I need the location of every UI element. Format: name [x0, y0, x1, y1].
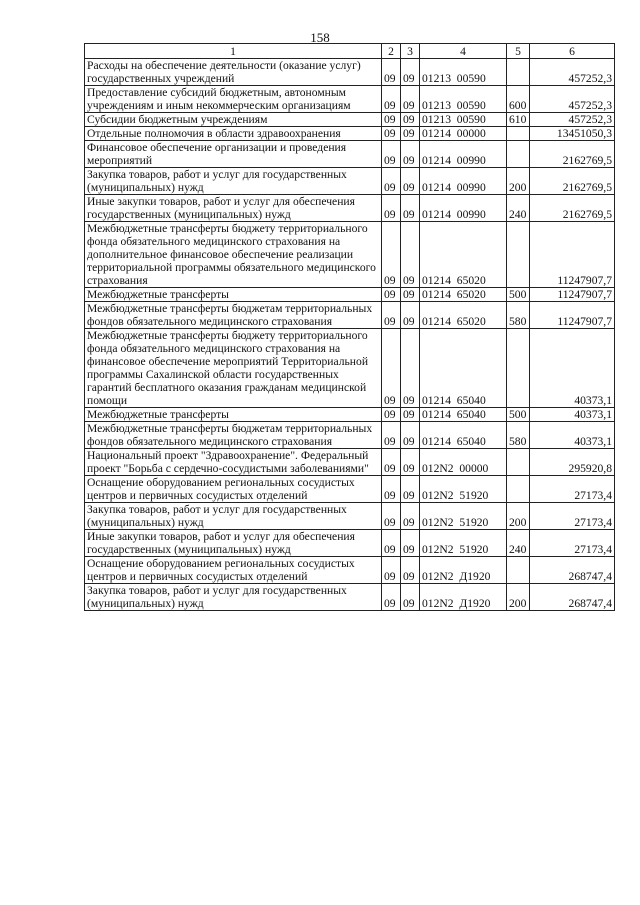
row-subsection-code: 09: [401, 127, 420, 141]
table-row: [85, 422, 615, 449]
row-target-article-code: 012N2 51920: [420, 503, 507, 530]
row-subsection-code: 09: [401, 195, 420, 222]
table-row: [85, 584, 615, 611]
table-row: [85, 408, 615, 422]
row-target-article-code: 012N2 51920: [420, 530, 507, 557]
row-expense-type-code: 200: [507, 168, 530, 195]
row-section-code: 09: [382, 584, 401, 611]
row-name: Межбюджетные трансферты бюджету территориального фонда обязательного медицинского страхования на дополнительное финансовое обеспечение реализации территориальной программы обязательного медицинского страхования: [85, 222, 382, 288]
table-row: [85, 530, 615, 557]
row-target-article-code: 01214 00990: [420, 168, 507, 195]
table-row: [85, 168, 615, 195]
row-amount: 295920,8: [530, 449, 615, 476]
row-target-article-code: 01214 65020: [420, 302, 507, 329]
row-subsection-code: 09: [401, 557, 420, 584]
table-row: [85, 476, 615, 503]
row-name: Межбюджетные трансферты бюджетам территориальных фондов обязательного медицинского страхования: [85, 422, 382, 449]
row-target-article-code: 01213 00590: [420, 59, 507, 86]
row-name: Закупка товаров, работ и услуг для государственных (муниципальных) нужд: [85, 503, 382, 530]
row-target-article-code: 01213 00590: [420, 113, 507, 127]
page-number: 158: [310, 30, 330, 45]
row-subsection-code: 09: [401, 408, 420, 422]
row-expense-type-code: [507, 222, 530, 288]
row-target-article-code: 01214 00990: [420, 195, 507, 222]
row-subsection-code: 09: [401, 449, 420, 476]
row-expense-type-code: [507, 329, 530, 408]
table-row: [85, 329, 615, 408]
column-number: 4: [420, 44, 507, 59]
row-amount: 268747,4: [530, 557, 615, 584]
row-name: Субсидии бюджетным учреждениям: [85, 113, 382, 127]
row-section-code: 09: [382, 127, 401, 141]
column-number: 2: [382, 44, 401, 59]
row-section-code: 09: [382, 222, 401, 288]
column-number: 3: [401, 44, 420, 59]
row-target-article-code: 012N2 51920: [420, 476, 507, 503]
row-amount: 268747,4: [530, 584, 615, 611]
row-amount: 27173,4: [530, 530, 615, 557]
row-expense-type-code: 600: [507, 86, 530, 113]
table-row: [85, 59, 615, 86]
column-number: 5: [507, 44, 530, 59]
row-name: Закупка товаров, работ и услуг для государственных (муниципальных) нужд: [85, 168, 382, 195]
table-row: [85, 288, 615, 302]
row-expense-type-code: 200: [507, 584, 530, 611]
row-name: Межбюджетные трансферты: [85, 408, 382, 422]
row-expense-type-code: [507, 557, 530, 584]
row-name: Иные закупки товаров, работ и услуг для обеспечения государственных (муниципальных) нужд: [85, 195, 382, 222]
row-subsection-code: 09: [401, 476, 420, 503]
row-amount: 2162769,5: [530, 168, 615, 195]
row-amount: 40373,1: [530, 422, 615, 449]
row-amount: 13451050,3: [530, 127, 615, 141]
column-number: 1: [85, 44, 382, 59]
row-target-article-code: 01214 65020: [420, 288, 507, 302]
row-expense-type-code: 500: [507, 288, 530, 302]
table-row: [85, 302, 615, 329]
row-section-code: 09: [382, 86, 401, 113]
row-section-code: 09: [382, 168, 401, 195]
row-expense-type-code: [507, 449, 530, 476]
row-expense-type-code: [507, 59, 530, 86]
row-subsection-code: 09: [401, 113, 420, 127]
table-row: [85, 449, 615, 476]
row-amount: 11247907,7: [530, 302, 615, 329]
budget-table: [84, 43, 615, 611]
row-subsection-code: 09: [401, 329, 420, 408]
column-number-row: [85, 44, 615, 59]
row-amount: 40373,1: [530, 329, 615, 408]
row-section-code: 09: [382, 503, 401, 530]
row-name: Межбюджетные трансферты бюджету территориального фонда обязательного медицинского страхования на финансовое обеспечение мероприятий Территориальной программы Сахалинской области государственных гарантий бесплатного оказания гражданам медицинской помощи: [85, 329, 382, 408]
row-amount: 2162769,5: [530, 141, 615, 168]
row-name: Межбюджетные трансферты: [85, 288, 382, 302]
row-name: Закупка товаров, работ и услуг для государственных (муниципальных) нужд: [85, 584, 382, 611]
row-name: Отдельные полномочия в области здравоохранения: [85, 127, 382, 141]
row-name: Иные закупки товаров, работ и услуг для обеспечения государственных (муниципальных) нужд: [85, 530, 382, 557]
row-section-code: 09: [382, 195, 401, 222]
row-expense-type-code: 610: [507, 113, 530, 127]
table-row: [85, 127, 615, 141]
row-subsection-code: 09: [401, 530, 420, 557]
row-target-article-code: 01214 65040: [420, 408, 507, 422]
row-expense-type-code: 580: [507, 422, 530, 449]
row-section-code: 09: [382, 141, 401, 168]
row-target-article-code: 01214 00990: [420, 141, 507, 168]
row-name: Оснащение оборудованием региональных сосудистых центров и первичных сосудистых отделений: [85, 557, 382, 584]
row-section-code: 09: [382, 288, 401, 302]
row-section-code: 09: [382, 449, 401, 476]
row-name: Финансовое обеспечение организации и проведения мероприятий: [85, 141, 382, 168]
row-name: Национальный проект "Здравоохранение". Федеральный проект "Борьба с сердечно-сосудистыми заболеваниями": [85, 449, 382, 476]
row-amount: 457252,3: [530, 86, 615, 113]
row-section-code: 09: [382, 113, 401, 127]
row-target-article-code: 01214 65040: [420, 422, 507, 449]
row-section-code: 09: [382, 408, 401, 422]
column-number: 6: [530, 44, 615, 59]
row-target-article-code: 01213 00590: [420, 86, 507, 113]
row-expense-type-code: 500: [507, 408, 530, 422]
table-row: [85, 503, 615, 530]
row-name: Оснащение оборудованием региональных сосудистых центров и первичных сосудистых отделений: [85, 476, 382, 503]
row-subsection-code: 09: [401, 222, 420, 288]
row-target-article-code: 01214 65020: [420, 222, 507, 288]
row-amount: 11247907,7: [530, 222, 615, 288]
row-amount: 2162769,5: [530, 195, 615, 222]
row-amount: 27173,4: [530, 476, 615, 503]
row-expense-type-code: 200: [507, 503, 530, 530]
row-subsection-code: 09: [401, 584, 420, 611]
row-subsection-code: 09: [401, 86, 420, 113]
row-section-code: 09: [382, 530, 401, 557]
row-amount: 11247907,7: [530, 288, 615, 302]
row-subsection-code: 09: [401, 422, 420, 449]
row-section-code: 09: [382, 329, 401, 408]
row-section-code: 09: [382, 557, 401, 584]
row-amount: 457252,3: [530, 113, 615, 127]
row-target-article-code: 012N2 Д1920: [420, 557, 507, 584]
row-section-code: 09: [382, 302, 401, 329]
row-amount: 457252,3: [530, 59, 615, 86]
table-row: [85, 141, 615, 168]
row-expense-type-code: [507, 476, 530, 503]
row-target-article-code: 012N2 Д1920: [420, 584, 507, 611]
row-name: Межбюджетные трансферты бюджетам территориальных фондов обязательного медицинского страхования: [85, 302, 382, 329]
row-name: Предоставление субсидий бюджетным, автономным учреждениям и иным некоммерческим организациям: [85, 86, 382, 113]
row-target-article-code: 01214 65040: [420, 329, 507, 408]
table-row: [85, 222, 615, 288]
row-subsection-code: 09: [401, 59, 420, 86]
table-row: [85, 195, 615, 222]
table-row: [85, 86, 615, 113]
row-subsection-code: 09: [401, 141, 420, 168]
row-expense-type-code: 240: [507, 195, 530, 222]
row-target-article-code: 01214 00000: [420, 127, 507, 141]
row-subsection-code: 09: [401, 302, 420, 329]
table-row: [85, 557, 615, 584]
row-subsection-code: 09: [401, 288, 420, 302]
row-expense-type-code: [507, 127, 530, 141]
row-subsection-code: 09: [401, 503, 420, 530]
row-name: Расходы на обеспечение деятельности (оказание услуг) государственных учреждений: [85, 59, 382, 86]
row-expense-type-code: 240: [507, 530, 530, 557]
row-expense-type-code: [507, 141, 530, 168]
row-section-code: 09: [382, 59, 401, 86]
table-row: [85, 113, 615, 127]
row-section-code: 09: [382, 422, 401, 449]
row-amount: 27173,4: [530, 503, 615, 530]
row-target-article-code: 012N2 00000: [420, 449, 507, 476]
row-section-code: 09: [382, 476, 401, 503]
row-expense-type-code: 580: [507, 302, 530, 329]
row-amount: 40373,1: [530, 408, 615, 422]
row-subsection-code: 09: [401, 168, 420, 195]
